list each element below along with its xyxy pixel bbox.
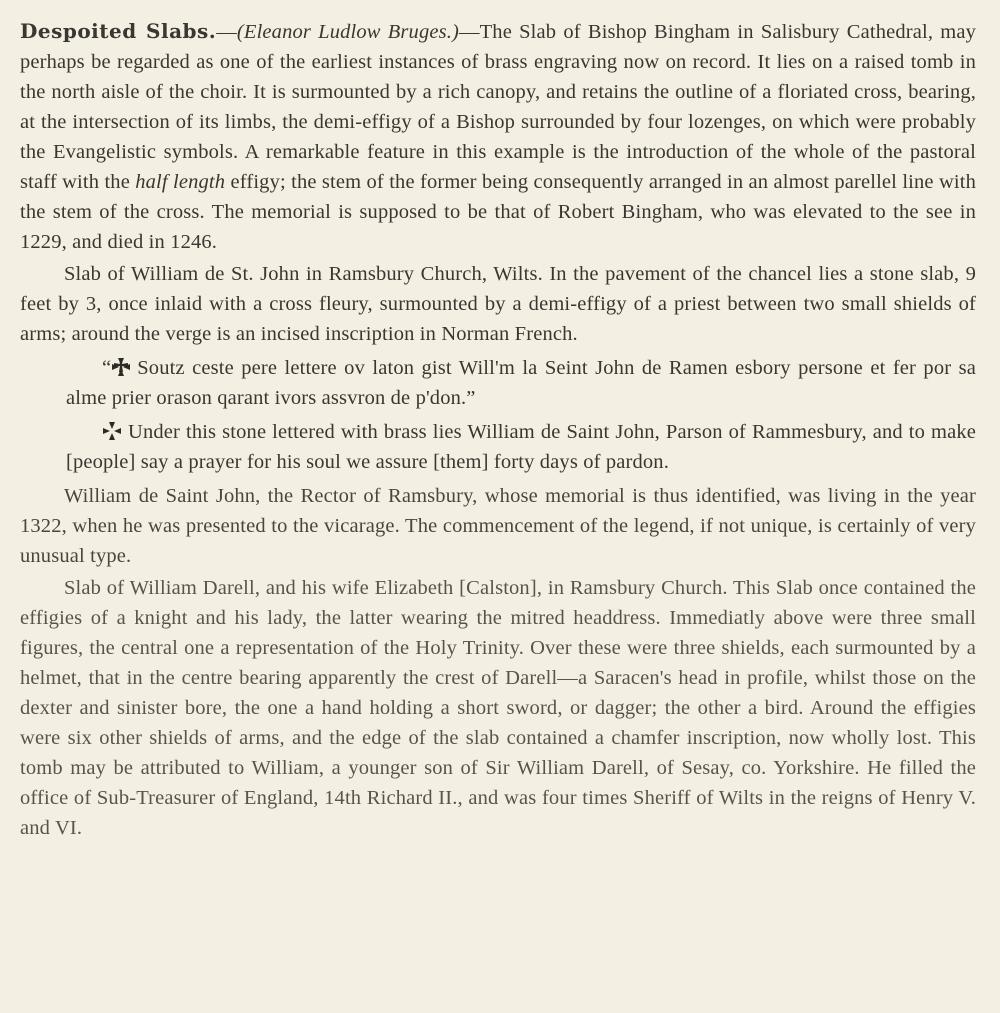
paragraph-darell: Slab of William Darell, and his wife Elizabeth [Calston], in Ramsbury Church. This Slab once contained the effigies of a knight and his lady, the latter wearing the mitred headdress. Immediatly above were three small figures, the central one a representation of the Holy Trinity. Over these were three shields, each surmounted by a helmet, that in the centre bearing apparently the crest of Darell—a Saracen's head in profile, whilst those on the dexter and sinister bore, the one a hand holding a short sword, or dagger; the other a bird. Around the effigies were six other shields of arms, and the edge of the slab contained a chamfer inscription, now wholly lost. This tomb may be attributed to William, a younger son of Sir William Darell, of Sesay, co. Yorkshire. He filled the office of Sub-Treasurer of England, 14th Richard II., and was four times Sheriff of Wilts in the reigns of Henry V. and VI. (20, 577, 976, 839)
article-body (20, 16, 976, 843)
quote-translation (20, 417, 976, 477)
section-heading: Despoited Slabs. (20, 19, 217, 43)
author-credit: (Eleanor Ludlow Bruges.) (236, 21, 459, 43)
open-quote: “ (102, 357, 112, 379)
paragraph-text-a: —The Slab of Bishop Bingham in Salisbury Cathedral, may perhaps be regarded as one of the earliest instances of brass engraving now on record. It lies on a raised tomb in the north aisle of the choir. It is surmounted by a rich canopy, and retains the outline of a floriated cross, bearing, at the intersection of its limbs, the demi-effigy of a Bishop surrounded by four lozenges, on which were probably the Evangelistic symbols. A remarkable feature in this example is the introduction of the whole of the pastoral staff with the (20, 21, 976, 193)
heading-dash: — (216, 21, 237, 43)
paragraph-rector: William de Saint John, the Rector of Ramsbury, whose memorial is thus identified, was living in the year 1322, when he was presented to the vicarage. The commencement of the legend, if not unique, is certainly of very unusual type. (20, 485, 976, 567)
italic-phrase: half length (135, 171, 226, 193)
cross-pattee-icon (102, 421, 122, 441)
quote-text-french: Soutz ceste pere lettere ov laton gist Will'm la Seint John de Ramen esbory persone et fer por sa alme prier orason qarant ivors assvron de p'don.” (66, 357, 976, 409)
quote-text-english: Under this stone lettered with brass lies William de Saint John, Parson of Rammesbury, and to make [people] say a prayer for his soul we assure [them] forty days of pardon. (66, 421, 976, 473)
paragraph-st-john: Slab of William de St. John in Ramsbury Church, Wilts. In the pavement of the chancel lies a stone slab, 9 feet by 3, once inlaid with a cross fleury, surmounted by a demi-effigy of a priest between two small shields of arms; around the verge is an incised inscription in Norman French. (20, 263, 976, 345)
paragraph-bingham (20, 16, 976, 257)
quote-norman-french (20, 353, 976, 413)
cross-pattee-icon (111, 357, 131, 377)
paragraph-text-b: effigy; the stem of the former being consequently arranged in an almost parellel line with the stem of the cross. The memorial is supposed to be that of Robert Bingham, who was elevated to the see in 1229, and died in 1246. (20, 171, 977, 253)
